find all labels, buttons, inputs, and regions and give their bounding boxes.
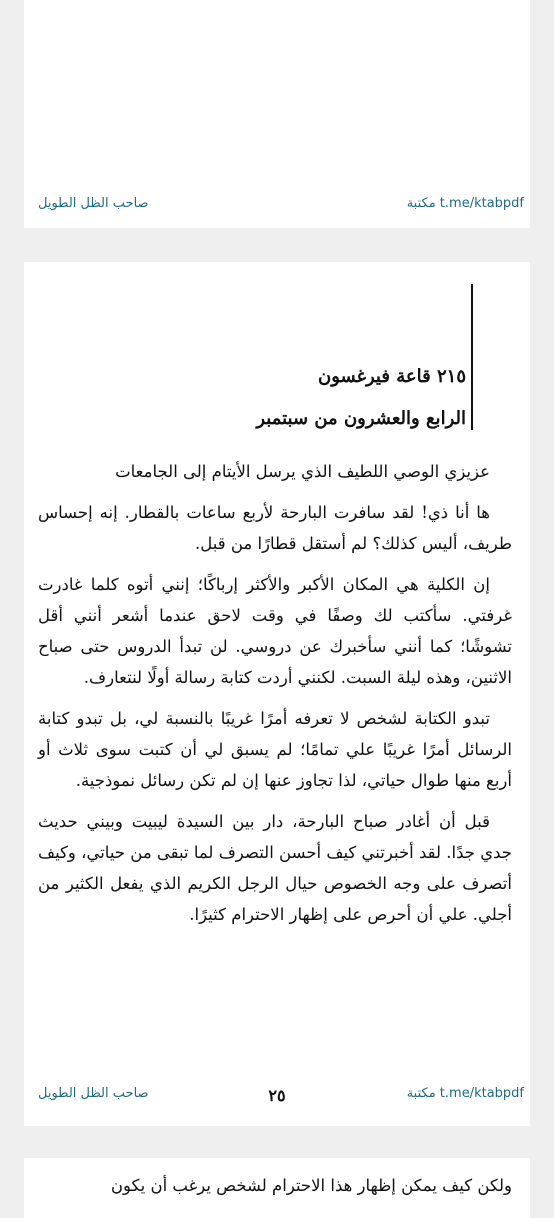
next-page [24,1158,530,1218]
letter-body [38,456,512,940]
current-page [24,262,530,1126]
chapter-heading: ٢١٥ قاعة فيرغسون [318,366,466,387]
page-footer [24,196,530,220]
paragraph: عزيزي الوصي اللطيف الذي يرسل الأيتام إلى الجامعات [115,462,490,481]
page-footer [24,1086,530,1110]
footer-book-title: صاحب الظل الطويل [38,196,149,211]
paragraph: تبدو الكتابة لشخص لا تعرفه أمرًا غريبًا بالنسبة لي، بل تبدو كتابة الرسائل أمرًا غريبًا علي تمامًا؛ لم يسبق لي أن كتبت سوى ثلاث أو أربع منها طوال حياتي، لذا تجاوز عنها إن لم تكن رسائل نموذجية. [38,709,512,790]
footer-book-title: صاحب الظل الطويل [38,1086,149,1101]
footer-channel-link[interactable]: مكتبة t.me/ktabpdf [406,1086,524,1101]
heading-rule [471,284,473,430]
footer-channel-link[interactable]: مكتبة t.me/ktabpdf [406,196,524,211]
page-number: ٢٥ [268,1086,286,1105]
paragraph: قبل أن أغادر صباح البارحة، دار بين السيدة ليبيت وبيني حديث جدي جدًا. لقد أخبرتني كيف أحسن التصرف لما تبقى من حياتي، وكيف أتصرف على وجه الخصوص حيال الرجل الكريم الذي يفعل الكثير من أجلي. علي أن أحرص على إظهار الاحترام كثيرًا. [38,812,512,924]
next-page-first-line: ولكن كيف يمكن إظهار هذا الاحترام لشخص يرغب أن يكون [110,1176,512,1195]
paragraph: ها أنا ذي! لقد سافرت البارحة لأربع ساعات بالقطار. إنه إحساس طريف، أليس كذلك؟ لم أستقل قطارًا من قبل. [38,503,512,553]
previous-page [24,0,530,228]
paragraph: إن الكلية هي المكان الأكبر والأكثر إرباكًا؛ إنني أتوه كلما غادرت غرفتي. سأكتب لك وصفًا في وقت لاحق عندما أشعر أنني أقل تشوشًا؛ كما أنني سأخبرك عن دروسي. لن تبدأ الدروس حتى صباح الاثنين، وهذه ليلة السبت. لكنني أردت كتابة رسالة أولًا لنتعارف. [38,575,512,687]
letter-date: الرابع والعشرون من سبتمبر [256,408,466,429]
